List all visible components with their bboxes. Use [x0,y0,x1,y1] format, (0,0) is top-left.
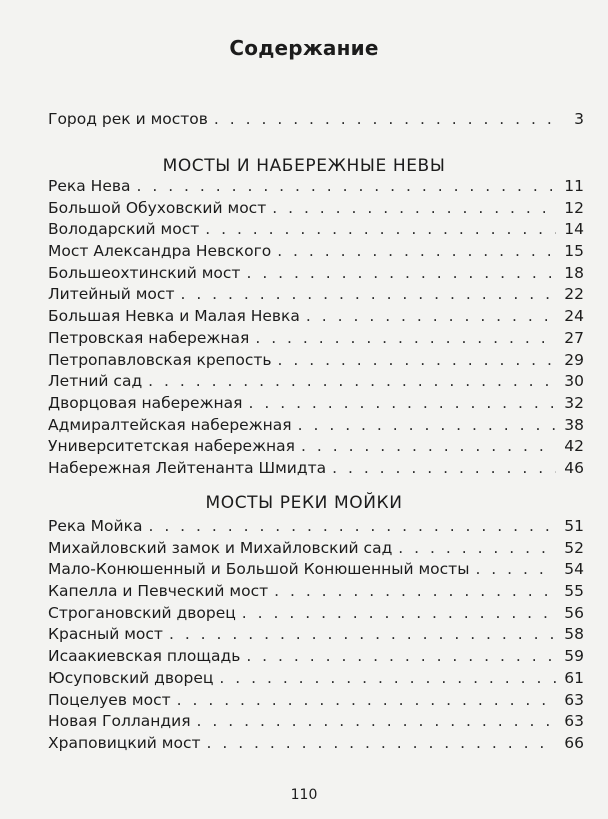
toc-intro-list [48,109,584,131]
dot-leader [177,690,556,712]
toc-entry [48,393,584,415]
entry-title: Адмиралтейская набережная [48,415,292,434]
entry-title: Поцелуев мост [48,690,171,709]
dot-leader [180,284,556,306]
toc-entry [48,328,584,350]
entry-title: Михайловский замок и Михайловский сад [48,538,393,557]
dot-leader [214,109,556,131]
entry-title: Дворцовая набережная [48,393,243,412]
toc-entry [48,458,584,480]
entry-title: Большеохтинский мост [48,263,241,282]
entry-page-number: 66 [564,733,584,752]
toc-entry [48,415,584,437]
entry-page-number: 52 [564,538,584,557]
dot-leader [274,581,556,603]
dot-leader [298,415,556,437]
entry-page-number: 14 [564,220,584,239]
entry-page-number: 12 [564,198,584,217]
entry-page-number: 18 [564,263,584,282]
entry-title: Петровская набережная [48,328,250,347]
entry-title: Город рек и мостов [48,110,208,128]
entry-page-number: 56 [564,603,584,622]
entry-title: Большая Невка и Малая Невка [48,307,300,326]
toc-entry [48,436,584,458]
entry-page-number: 15 [564,242,584,261]
toc-entry [48,371,584,393]
toc-title: Содержание [229,36,379,60]
entry-title: Красный мост [48,625,163,644]
entry-title: Большой Обуховский мост [48,198,267,217]
section-title-neva: МОСТЫ И НАБЕРЕЖНЫЕ НЕВЫ [162,156,446,176]
entry-title: Петропавловская крепость [48,350,272,369]
dot-leader [301,436,556,458]
dot-leader [169,624,556,646]
toc-entry [48,711,584,733]
toc-entry [48,603,584,625]
toc-entry [48,559,584,581]
page-number: 110 [290,787,318,803]
toc-entry [48,219,584,241]
entry-title: Летний сад [48,372,143,391]
toc-entry [48,263,584,285]
entry-title: Володарский мост [48,220,200,239]
entry-page-number: 27 [564,328,584,347]
dot-leader [272,198,556,220]
toc-entry [48,306,584,328]
dot-leader [242,603,556,625]
entry-page-number: 63 [564,690,584,709]
entry-page-number: 11 [564,177,584,195]
toc-entry [48,581,584,603]
dot-leader [398,538,556,560]
toc-entry [48,176,584,198]
toc-entry [48,690,584,712]
dot-leader [246,646,556,668]
dot-leader [207,733,557,755]
dot-leader [197,711,556,733]
dot-leader [278,350,556,372]
toc-entry [48,198,584,220]
section-title-moika: МОСТЫ РЕКИ МОЙКИ [205,493,403,513]
entry-page-number: 58 [564,625,584,644]
dot-leader [246,263,556,285]
toc-entry [48,733,584,755]
entry-page-number: 55 [564,582,584,601]
toc-entry [48,109,584,131]
entry-page-number: 3 [574,110,584,128]
toc-section-list-neva [48,176,584,480]
entry-page-number: 46 [564,458,584,477]
entry-page-number: 38 [564,415,584,434]
dot-leader [249,393,556,415]
toc-section-list-moika [48,516,584,755]
entry-title: Строгановский дворец [48,603,236,622]
entry-title: Храповицкий мост [48,733,201,752]
entry-page-number: 51 [564,517,584,535]
toc-entry [48,284,584,306]
entry-title: Река Мойка [48,517,143,535]
toc-entry [48,624,584,646]
dot-leader [137,176,557,198]
dot-leader [205,219,556,241]
entry-page-number: 29 [564,350,584,369]
entry-page-number: 61 [564,668,584,687]
dot-leader [255,328,556,350]
dot-leader [148,516,556,538]
toc-entry [48,668,584,690]
entry-page-number: 32 [564,393,584,412]
entry-page-number: 59 [564,647,584,666]
entry-page-number: 54 [564,560,584,579]
entry-page-number: 30 [564,372,584,391]
entry-title: Мост Александра Невского [48,242,272,261]
dot-leader [332,458,556,480]
entry-title: Набережная Лейтенанта Шмидта [48,458,327,477]
entry-title: Исаакиевская площадь [48,647,241,666]
entry-title: Литейный мост [48,285,175,304]
entry-page-number: 42 [564,437,584,456]
entry-page-number: 24 [564,307,584,326]
entry-title: Мало-Конюшенный и Большой Конюшенный мосты [48,560,470,579]
entry-page-number: 63 [564,712,584,731]
entry-title: Юсуповский дворец [48,668,214,687]
toc-entry [48,241,584,263]
dot-leader [277,241,556,263]
dot-leader [306,306,556,328]
toc-entry [48,516,584,538]
toc-entry [48,350,584,372]
dot-leader [219,668,556,690]
entry-page-number: 22 [564,285,584,304]
toc-entry [48,646,584,668]
entry-title: Новая Голландия [48,712,191,731]
dot-leader [148,371,556,393]
dot-leader [475,559,556,581]
entry-title: Река Нева [48,177,131,195]
entry-title: Капелла и Певческий мост [48,582,269,601]
toc-entry [48,538,584,560]
entry-title: Университетская набережная [48,437,296,456]
